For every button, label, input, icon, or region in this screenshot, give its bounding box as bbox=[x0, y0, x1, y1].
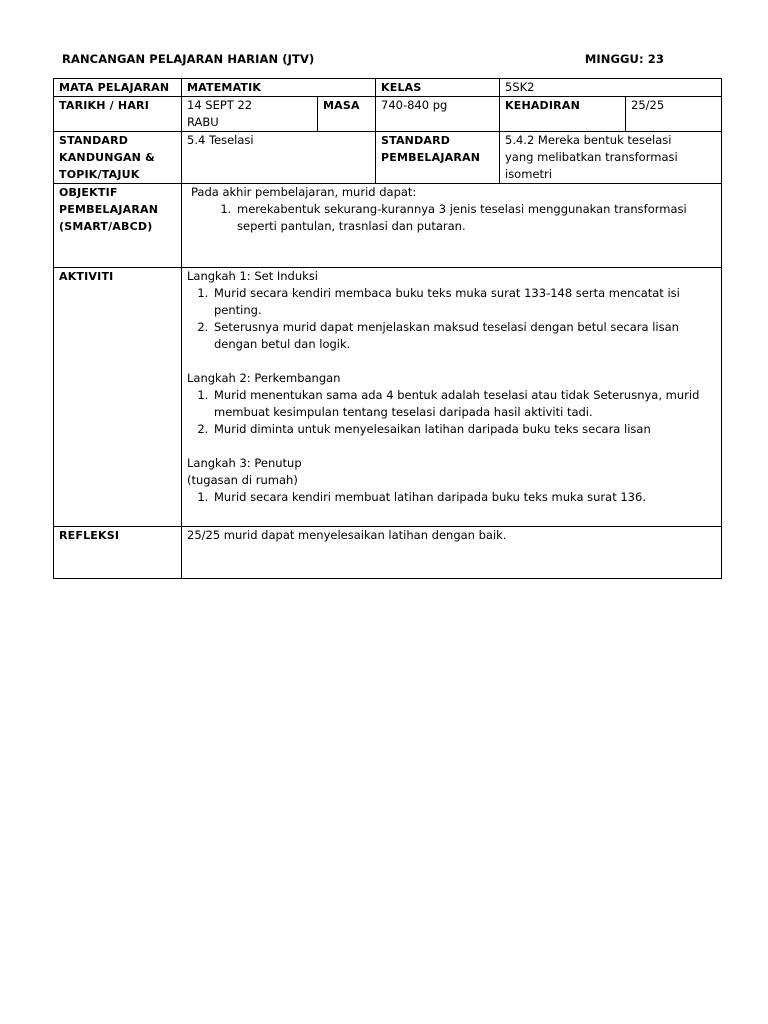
row-subject bbox=[54, 79, 722, 97]
document-header bbox=[62, 52, 664, 66]
list-item: 1. Murid menentukan sama ada 4 bentuk adalah teselasi atau tidak Seterusnya, murid membuat kesimpulan tentang teselasi daripada hasil aktiviti tadi. bbox=[212, 387, 716, 421]
step-2-list bbox=[187, 387, 716, 438]
step-3-list bbox=[187, 489, 716, 506]
objective-intro: Pada akhir pembelajaran, murid dapat: bbox=[191, 185, 417, 199]
week-number: MINGGU: 23 bbox=[584, 52, 664, 66]
learning-standard-label: STANDARD PEMBELAJARAN bbox=[376, 132, 500, 184]
class-label: KELAS bbox=[376, 79, 500, 97]
learning-standard-value: 5.4.2 Mereka bentuk teselasi yang melibatkan transformasi isometri bbox=[500, 132, 722, 184]
document-title: RANCANGAN PELAJARAN HARIAN (JTV) bbox=[62, 52, 315, 66]
activity-label: AKTIVITI bbox=[54, 268, 182, 527]
step-1-list bbox=[187, 285, 716, 353]
date-label: TARIKH / HARI bbox=[54, 97, 182, 132]
row-date bbox=[54, 97, 722, 132]
step-2-title: Langkah 2: Perkembangan bbox=[187, 371, 341, 385]
content-standard-label: STANDARD KANDUNGAN & TOPIK/TAJUK bbox=[54, 132, 182, 184]
objective-list bbox=[187, 201, 716, 235]
lesson-plan-table bbox=[53, 78, 722, 579]
attendance-value: 25/25 bbox=[626, 97, 722, 132]
row-activity bbox=[54, 268, 722, 527]
reflection-label: REFLEKSI bbox=[54, 527, 182, 579]
step-3-subtitle: (tugasan di rumah) bbox=[187, 473, 298, 487]
step-1-title: Langkah 1: Set Induksi bbox=[187, 269, 318, 283]
reflection-value: 25/25 murid dapat menyelesaikan latihan dengan baik. bbox=[182, 527, 722, 579]
time-label: MASA bbox=[318, 97, 376, 132]
attendance-label: KEHADIRAN bbox=[500, 97, 626, 132]
list-item: 1. Murid secara kendiri membaca buku teks muka surat 133-148 serta mencatat isi penting. bbox=[212, 285, 716, 319]
subject-value: MATEMATIK bbox=[182, 79, 376, 97]
activity-content bbox=[182, 268, 722, 527]
objective-label: OBJEKTIF PEMBELAJARAN (SMART/ABCD) bbox=[54, 184, 182, 268]
objective-content bbox=[182, 184, 722, 268]
row-standards bbox=[54, 132, 722, 184]
row-objective bbox=[54, 184, 722, 268]
list-item: 1. Murid secara kendiri membuat latihan daripada buku teks muka surat 136. bbox=[212, 489, 716, 506]
objective-item: 1. merekabentuk sekurang-kurannya 3 jenis teselasi menggunakan transformasi seperti pantulan, trasnlasi dan putaran. bbox=[235, 201, 716, 235]
subject-label: MATA PELAJARAN bbox=[54, 79, 182, 97]
class-value: 5SK2 bbox=[500, 79, 722, 97]
date-value: 14 SEPT 22 RABU bbox=[182, 97, 318, 132]
time-value: 740-840 pg bbox=[376, 97, 500, 132]
list-item: 2. Murid diminta untuk menyelesaikan latihan daripada buku teks secara lisan bbox=[212, 421, 716, 438]
row-reflection bbox=[54, 527, 722, 579]
step-3-title: Langkah 3: Penutup bbox=[187, 456, 302, 470]
content-standard-value: 5.4 Teselasi bbox=[182, 132, 376, 184]
list-item: 2. Seterusnya murid dapat menjelaskan maksud teselasi dengan betul secara lisan dengan betul dan logik. bbox=[212, 319, 716, 353]
